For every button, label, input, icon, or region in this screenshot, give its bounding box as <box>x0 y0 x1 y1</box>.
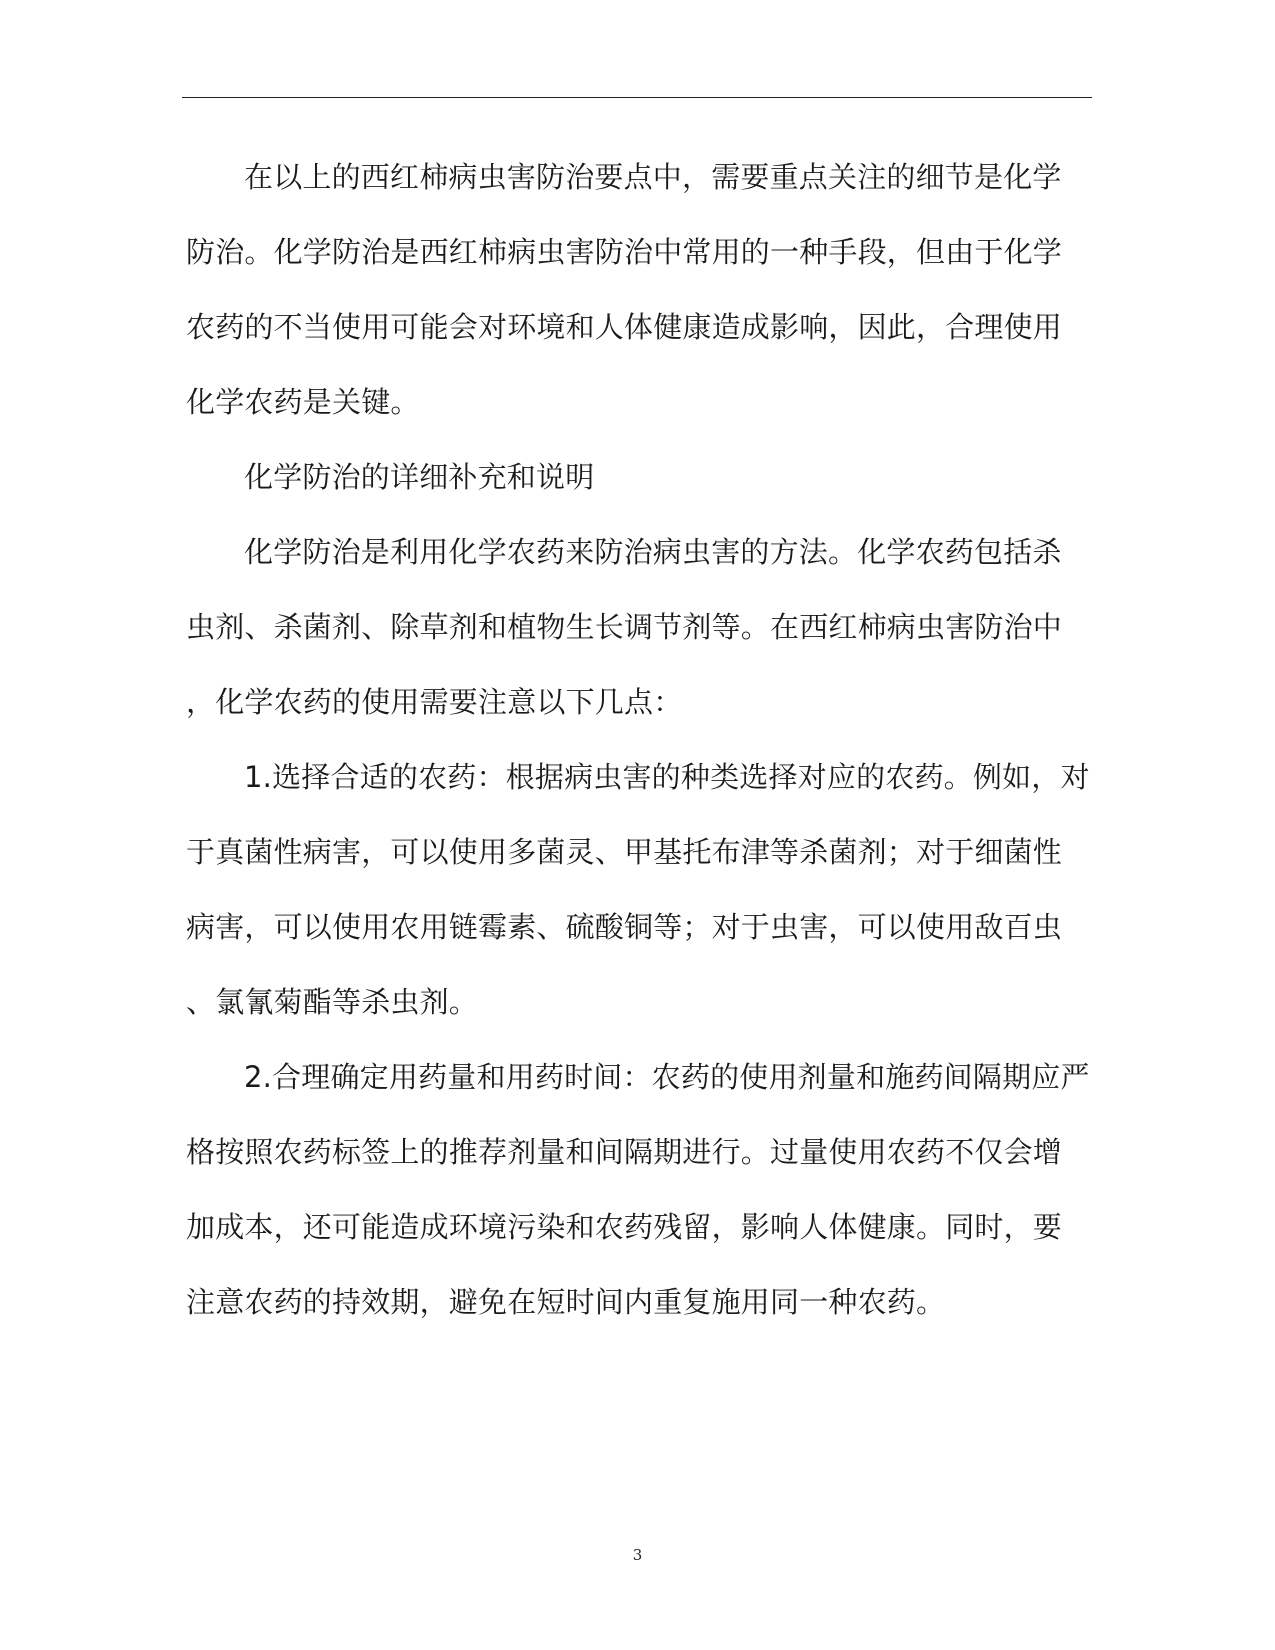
text-line: 化学防治是利用化学农药来防治病虫害的方法。化学农药包括杀 <box>244 535 1062 569</box>
text-line: ，化学农药的使用需要注意以下几点： <box>186 685 683 719</box>
text-line: 防治。化学防治是西红柿病虫害防治中常用的一种手段，但由于化学 <box>186 235 1063 269</box>
text-line: 化学农药是关键。 <box>186 385 420 419</box>
document-body <box>186 140 1091 1340</box>
section-heading: 化学防治的详细补充和说明 <box>244 460 595 494</box>
text-line: 农药的不当使用可能会对环境和人体健康造成影响，因此，合理使用 <box>186 310 1063 344</box>
text-line: 于真菌性病害，可以使用多菌灵、甲基托布津等杀菌剂；对于细菌性 <box>186 835 1063 869</box>
text-line: 在以上的西红柿病虫害防治要点中，需要重点关注的细节是化学 <box>244 160 1062 194</box>
text-line: 格按照农药标签上的推荐剂量和间隔期进行。过量使用农药不仅会增 <box>186 1135 1063 1169</box>
text-line: 虫剂、杀菌剂、除草剂和植物生长调节剂等。在西红柿病虫害防治中 <box>186 610 1063 644</box>
text-line: 注意农药的持效期，避免在短时间内重复施用同一种农药。 <box>186 1285 946 1319</box>
list-item-line: 2.合理确定用药量和用药时间：农药的使用剂量和施药间隔期应严 <box>244 1060 1090 1094</box>
text-line: 病害，可以使用农用链霉素、硫酸铜等；对于虫害，可以使用敌百虫 <box>186 910 1063 944</box>
text-line: 加成本，还可能造成环境污染和农药残留，影响人体健康。同时，要 <box>186 1210 1063 1244</box>
text-line: 、氯氰菊酯等杀虫剂。 <box>186 985 479 1019</box>
list-item-line: 1.选择合适的农药：根据病虫害的种类选择对应的农药。例如，对 <box>244 760 1090 794</box>
header-rule <box>182 97 1092 98</box>
page-number: 3 <box>632 1546 643 1564</box>
